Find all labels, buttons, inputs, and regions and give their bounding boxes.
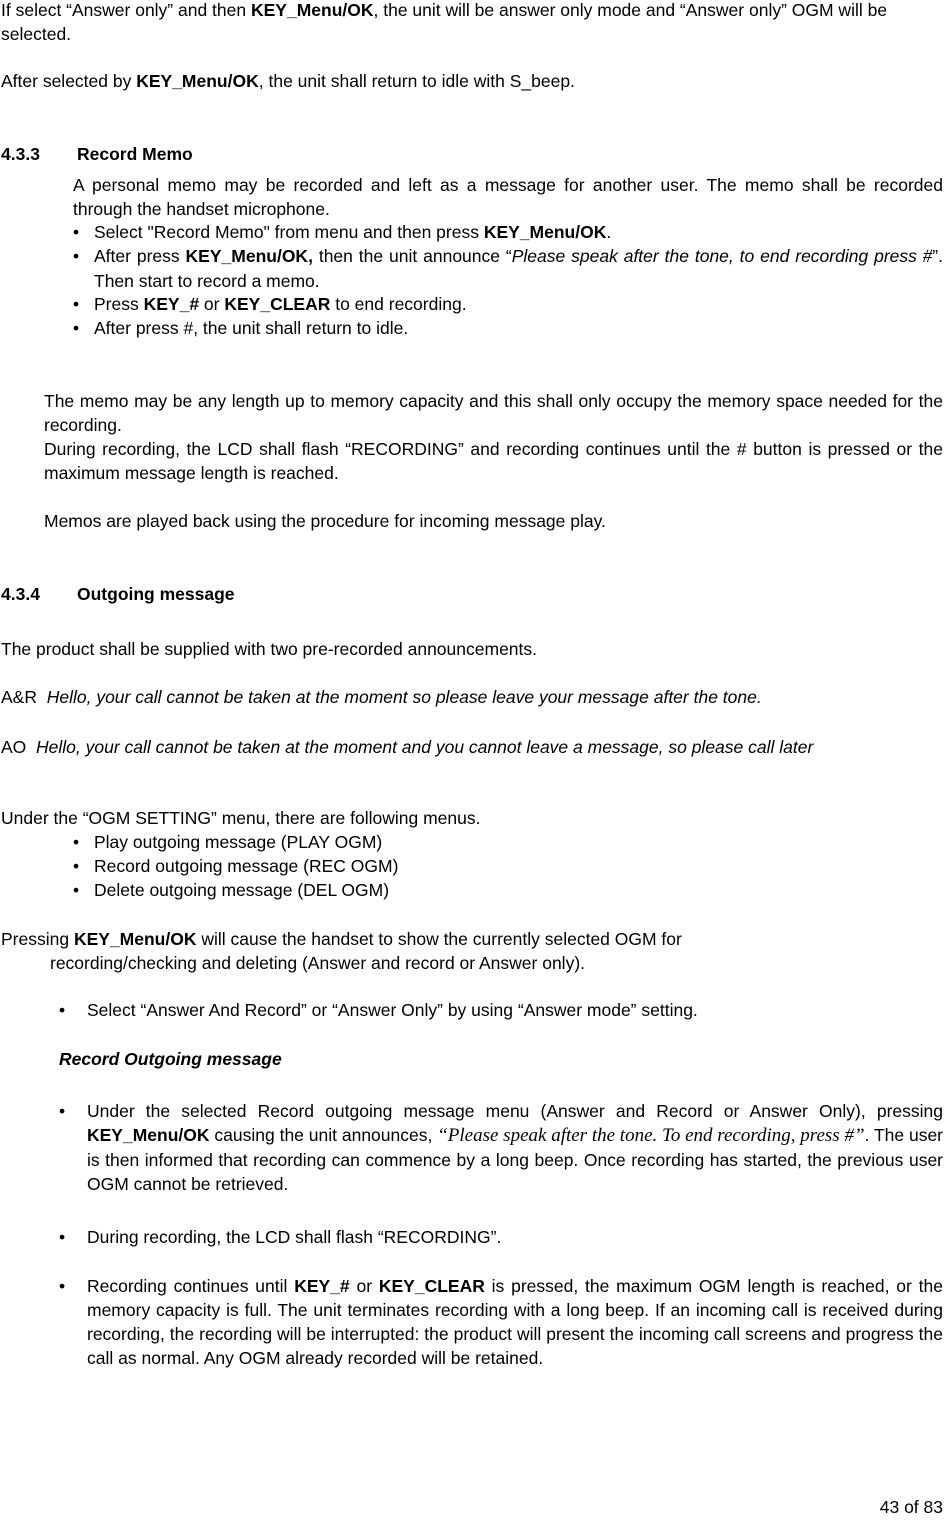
announcement-ar: A&R Hello, your call cannot be taken at the moment so please leave your message after the tone. [1, 687, 762, 707]
bullet-icon: • [73, 246, 80, 266]
announcements-intro: The product shall be supplied with two pre-recorded announcements. [1, 639, 538, 659]
bullet-icon: • [59, 1227, 66, 1247]
list-item: • After press #, the unit shall return to idle. [73, 318, 409, 338]
section-heading-4-3-4: 4.3.4 Outgoing message [1, 584, 235, 604]
announcement-ao: AO Hello, your call cannot be taken at the moment and you cannot leave a message, so please call later [1, 737, 814, 757]
memo-length-paragraph: The memo may be any length up to memory capacity and this shall only occupy the memory space needed for the recording. [44, 391, 943, 435]
section-heading-4-3-3: 4.3.3 Record Memo [1, 144, 193, 164]
list-item: • Under the selected Record outgoing message menu (Answer and Record or Answer Only), pressing KEY_Menu/OK causing the unit announces, “Please speak after the tone. To end recording, press #”. The user is then informed that recording can commence by a long beep. Once recording has started, the previous user OGM cannot be retrieved. [59, 1101, 944, 1194]
list-item: • Delete outgoing message (DEL OGM) [73, 880, 390, 900]
memo-recording-paragraph: During recording, the LCD shall flash “RECORDING” and recording continues until the # button is pressed or the maximum message length is reached. [44, 439, 943, 483]
bullet-icon: • [73, 318, 80, 338]
intro-paragraph-2: After selected by KEY_Menu/OK, the unit shall return to idle with S_beep. [1, 71, 575, 91]
pressing-paragraph: Pressing KEY_Menu/OK will cause the handset to show the currently selected OGM for [1, 929, 682, 949]
list-item: • Record outgoing message (REC OGM) [73, 856, 399, 876]
list-item: • Select "Record Memo" from menu and then press KEY_Menu/OK. [73, 222, 612, 242]
list-item: • Recording continues until KEY_# or KEY_CLEAR is pressed, the maximum OGM length is reached, or the memory capacity is full. The unit terminates recording with a long beep. If an incoming call is received during recording, the recording will be interrupted: the product will present the incoming call screens and progress the call as normal. Any OGM already recorded will be retained. [59, 1276, 943, 1368]
list-item: • Play outgoing message (PLAY OGM) [73, 832, 383, 852]
page-number: 43 of 83 [879, 1497, 943, 1517]
bullet-icon: • [73, 880, 80, 900]
list-item: • After press KEY_Menu/OK, then the unit announce “Please speak after the tone, to end recording press #”. Then start to record a memo. [73, 246, 943, 291]
bullet-icon: • [59, 1101, 66, 1121]
pressing-paragraph-continued: recording/checking and deleting (Answer and record or Answer only). [50, 953, 586, 973]
bullet-icon: • [59, 1276, 66, 1296]
bullet-icon: • [73, 832, 80, 852]
list-item: • During recording, the LCD shall flash “RECORDING”. [59, 1227, 502, 1247]
list-item: • Select “Answer And Record” or “Answer Only” by using “Answer mode” setting. [59, 1000, 698, 1020]
memo-playback-paragraph: Memos are played back using the procedure for incoming message play. [44, 511, 606, 531]
bullet-icon: • [59, 1000, 66, 1020]
ogm-menu-intro: Under the “OGM SETTING” menu, there are following menus. [1, 808, 481, 828]
record-outgoing-subheading: Record Outgoing message [59, 1049, 282, 1069]
bullet-icon: • [73, 294, 80, 314]
bullet-icon: • [73, 222, 80, 242]
list-item: • Press KEY_# or KEY_CLEAR to end recording. [73, 294, 467, 314]
record-memo-intro: A personal memo may be recorded and left as a message for another user. The memo shall be recorded through the handset microphone. [73, 175, 943, 219]
intro-paragraph-1: If select “Answer only” and then KEY_Menu/OK, the unit will be answer only mode and “Answer only” OGM will be selected. [1, 0, 888, 44]
key-menu-ok: KEY_Menu/OK [250, 0, 374, 20]
bullet-icon: • [73, 856, 80, 876]
key-menu-ok: KEY_Menu/OK [136, 71, 259, 91]
